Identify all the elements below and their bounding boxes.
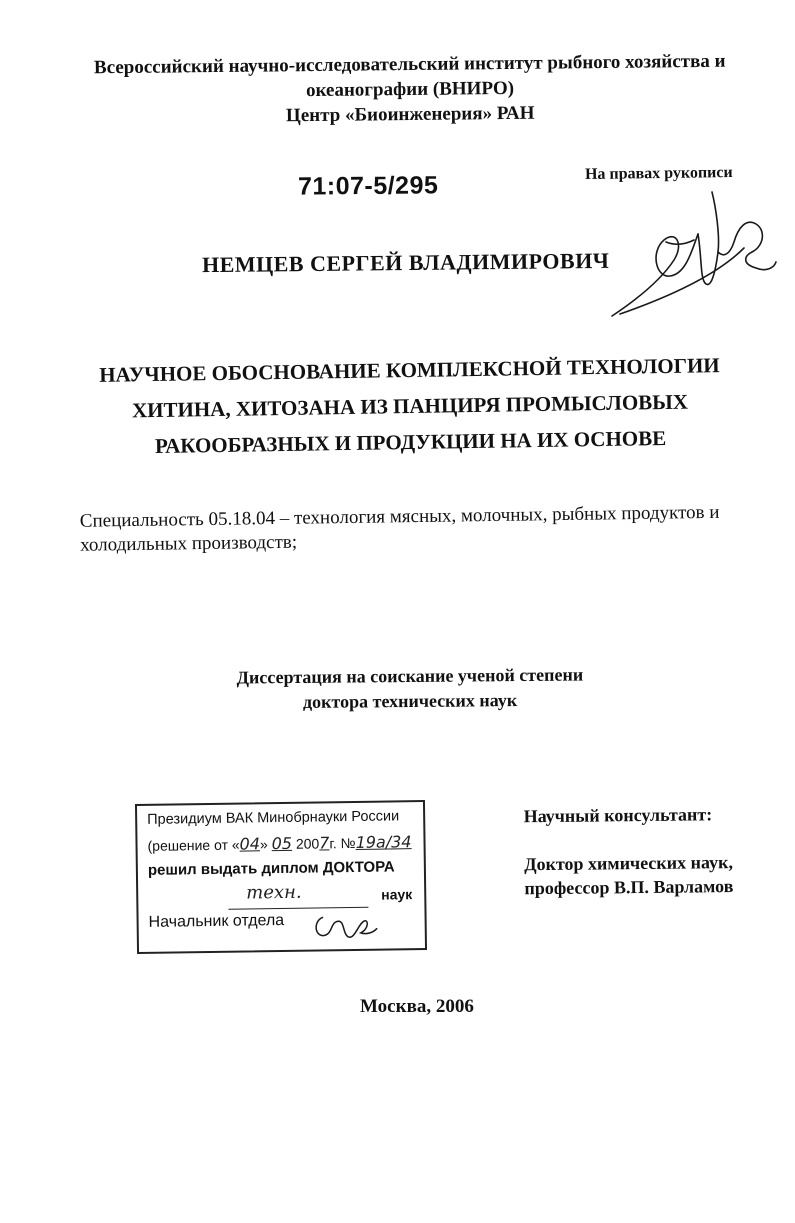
stamp-decision-prefix: (решение от «: [147, 836, 240, 854]
institute-line-2: океанографии (ВНИРО): [305, 77, 515, 102]
consultant-heading: Научный консультант:: [523, 804, 713, 827]
institute-line-3: Центр «Биоинженерия» РАН: [285, 102, 535, 127]
scientific-consultant: [524, 802, 765, 901]
stamp-number-label: г. №: [329, 834, 356, 852]
stamp-line-4-suffix: наук: [381, 886, 413, 903]
specialty-text: Специальность 05.18.04 – технология мясных, молочных, рыбных продуктов и холодильных производств;: [79, 501, 720, 556]
stamp-number: 19а/34: [355, 832, 412, 852]
stamp-line-5: Начальник отдела: [148, 911, 285, 931]
consultant-name: профессор В.П. Варламов: [524, 876, 734, 899]
degree-line-1: Диссертация на соискание ученой степени: [236, 664, 584, 688]
stamp-field: техн.: [246, 881, 302, 904]
dissertation-title: [89, 347, 731, 465]
stamp-day: 04: [239, 834, 261, 854]
stamp-month: 05: [271, 833, 293, 854]
document-code: 71:07-5/295: [297, 171, 439, 201]
stamp-line-1: Президиум ВАК Минобрнауки России: [147, 808, 400, 828]
stamp-quote: »: [259, 836, 268, 853]
rights-note: На правах рукописи: [584, 163, 733, 184]
title-line-2: ХИТИНА, ХИТОЗАНА ИЗ ПАНЦИРЯ ПРОМЫСЛОВЫХ: [131, 389, 689, 423]
institute-line-1: Всероссийский научно-исследовательский институт рыбного хозяйства и: [93, 50, 726, 79]
city-year: Москва, 2006: [360, 996, 474, 1017]
stamp-year-digit: 7: [319, 833, 330, 853]
signature-stroke-5: [666, 240, 694, 244]
dissertation-degree: [180, 662, 640, 716]
title-line-3: РАКООБРАЗНЫХ И ПРОДУКЦИИ НА ИХ ОСНОВЕ: [154, 425, 667, 459]
author-signature: [606, 188, 781, 333]
stamp-signature: [308, 907, 379, 948]
vak-stamp: [135, 800, 427, 954]
title-line-1: НАУЧНОЕ ОБОСНОВАНИЕ КОМПЛЕКСНОЙ ТЕХНОЛОГИИ: [99, 353, 720, 387]
stamp-line-3: решил выдать диплом ДОКТОРА: [147, 858, 395, 879]
institute-header: [60, 48, 761, 130]
consultant-degree: Доктор химических наук,: [524, 852, 734, 875]
signature-stroke-4: [620, 248, 744, 314]
stamp-year-prefix: 200: [295, 835, 320, 852]
author-name: НЕМЦЕВ СЕРГЕЙ ВЛАДИМИРОВИЧ: [201, 247, 610, 278]
signature-stroke-1: [612, 234, 698, 316]
degree-line-2: доктора технических наук: [302, 690, 518, 712]
stamp-signature-stroke: [316, 917, 377, 938]
stamp-line-2: [147, 832, 411, 855]
